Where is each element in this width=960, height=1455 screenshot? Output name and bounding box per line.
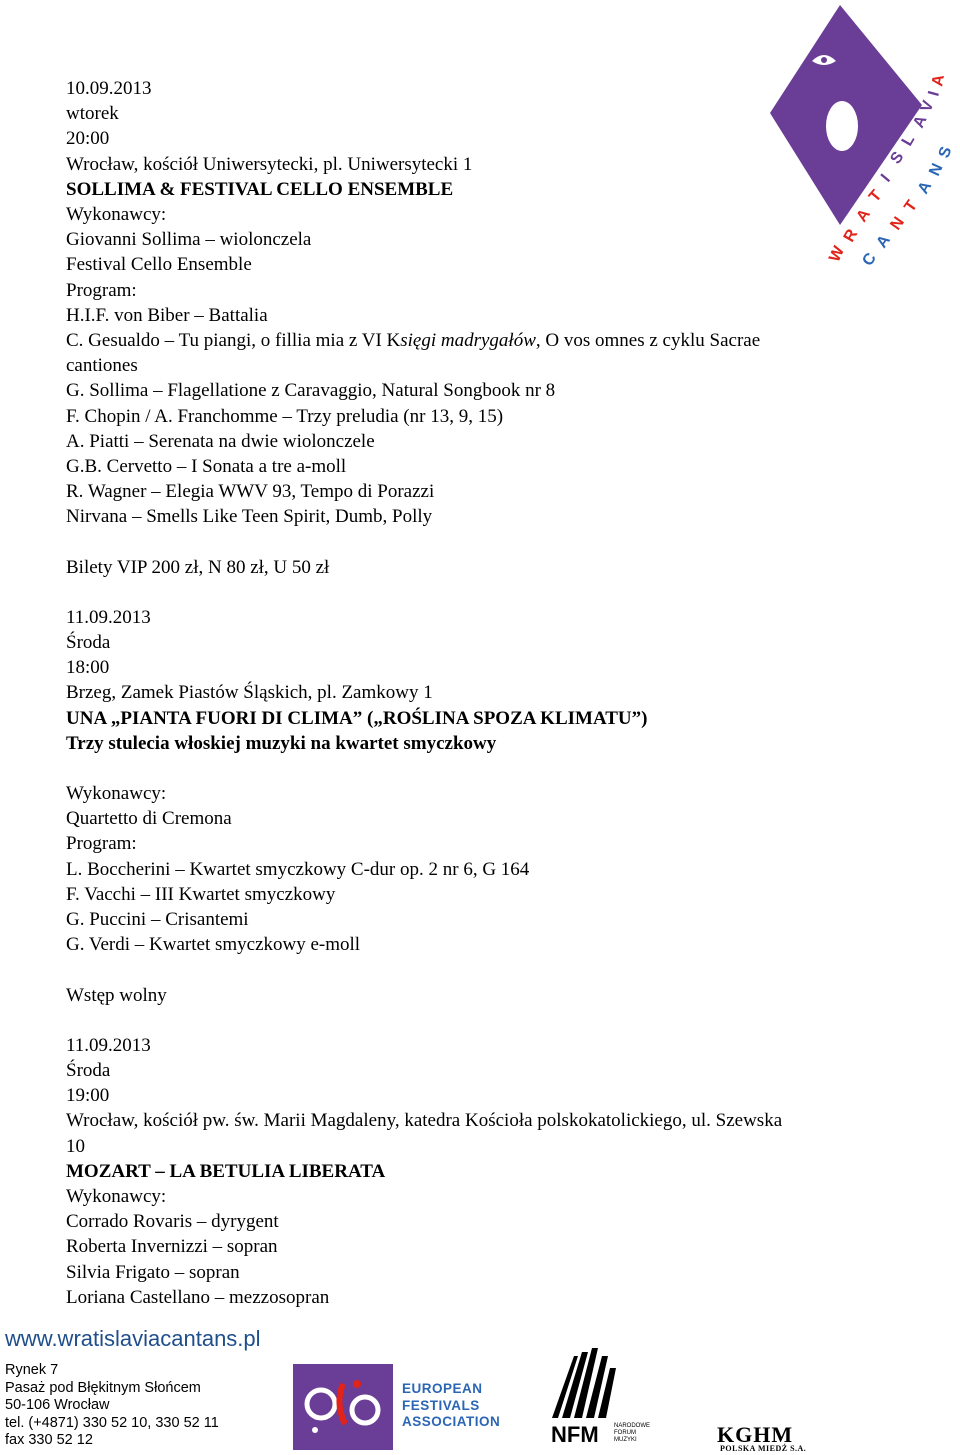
efa-line: EUROPEAN [402, 1381, 483, 1396]
svg-text:I: I [925, 89, 944, 99]
svg-text:I: I [878, 171, 894, 186]
program-item: F. Chopin / A. Franchomme – Trzy preludia (nr 13, 9, 15) [66, 405, 504, 427]
program-item: G. Puccini – Crisantemi [66, 909, 249, 931]
svg-text:A: A [929, 73, 948, 88]
wratislavia-cantans-logo [770, 5, 960, 280]
event-title: MOZART – LA BETULIA LIBERATA [66, 1160, 386, 1182]
nfm-sub-line: FORUM [614, 1430, 636, 1436]
kghm-subtitle: POLSKA MIEDŹ S.A. [720, 1444, 807, 1453]
svg-text:T: T [866, 187, 886, 206]
event-date: 11.09.2013 [66, 606, 151, 628]
svg-text:S: S [887, 148, 908, 168]
event-date: 10.09.2013 [66, 78, 152, 99]
svg-text:A: A [873, 232, 894, 252]
address-line: 50-106 Wrocław [5, 1397, 110, 1413]
performers-label: Wykonawcy: [66, 1185, 167, 1207]
nfm-subtitle [614, 1423, 650, 1444]
efa-logo-icon [293, 1364, 393, 1450]
contact-address [5, 1362, 219, 1450]
svg-text:N: N [887, 214, 908, 234]
event-venue: Wrocław, kościół Uniwersytecki, pl. Uniwersytecki 1 [66, 153, 473, 175]
tickets: Bilety VIP 200 zł, N 80 zł, U 50 zł [66, 556, 330, 578]
event-time: 20:00 [66, 128, 110, 150]
tickets: Wstęp wolny [66, 984, 167, 1006]
svg-text:V: V [917, 98, 938, 115]
svg-text:W: W [826, 243, 849, 265]
event-date: 11.09.2013 [66, 1034, 151, 1056]
address-line: Pasaż pod Błękitnym Słońcem [5, 1379, 201, 1396]
nfm-sub-line: NARODOWE [614, 1423, 650, 1429]
fax-line: fax 330 52 12 [5, 1432, 93, 1448]
event-venue: Brzeg, Zamek Piastów Śląskich, pl. Zamkowy 1 [66, 682, 433, 704]
svg-text:L: L [898, 132, 919, 149]
nfm-logo-icon [544, 1348, 624, 1420]
event-day: wtorek [66, 103, 119, 125]
program-item: R. Wagner – Elegia WWV 93, Tempo di Porazzi [66, 481, 435, 503]
event-subtitle: Trzy stulecia włoskiej muzyki na kwartet smyczkowy [66, 732, 497, 754]
performer: Roberta Invernizzi – sopran [66, 1236, 278, 1258]
event-title: UNA „PIANTA FUORI DI CLIMA” („ROŚLINA SPOZA KLIMATU”) [66, 707, 648, 729]
program-item: Nirvana – Smells Like Teen Spirit, Dumb, Polly [66, 506, 433, 528]
performer: Festival Cello Ensemble [66, 254, 252, 276]
efa-line: FESTIVALS [402, 1397, 480, 1413]
program-item: L. Boccherini – Kwartet smyczkowy C-dur op. 2 nr 6, G 164 [66, 858, 530, 880]
event-venue-continued: 10 [66, 1135, 85, 1157]
event-day: Środa [66, 632, 111, 654]
program-item: G.B. Cervetto – I Sonata a tre a-moll [66, 456, 347, 478]
program-italic-text: sięgi madrygałów [400, 330, 536, 352]
svg-text:A: A [914, 178, 936, 197]
nfm-sub-line: MUZYKI [614, 1437, 637, 1443]
address-line: Rynek 7 [5, 1362, 59, 1378]
performer: Quartetto di Cremona [66, 808, 232, 830]
event-venue: Wrocław, kościół pw. św. Marii Magdaleny, katedra Kościoła polskokatolickiego, ul. Szewska [66, 1110, 783, 1132]
program-item [66, 328, 906, 353]
performer: Giovanni Sollima – wiolonczela [66, 229, 312, 251]
performer: Corrado Rovaris – dyrygent [66, 1211, 279, 1233]
program-item: F. Vacchi – III Kwartet smyczkowy [66, 883, 336, 905]
program-label: Program: [66, 833, 137, 855]
performer: Silvia Frigato – sopran [66, 1261, 240, 1283]
svg-text:C: C [859, 250, 880, 270]
website-link[interactable]: www.wratislaviacantans.pl [5, 1326, 261, 1351]
svg-text:N: N [926, 161, 947, 179]
program-label: Program: [66, 279, 137, 301]
program-item: G. Sollima – Flagellatione z Caravaggio, Natural Songbook nr 8 [66, 380, 556, 402]
event-day: Środa [66, 1059, 111, 1081]
performers-label: Wykonawcy: [66, 204, 167, 226]
program-text: C. Gesualdo – Tu piangi, o fillia mia z VI K [66, 330, 401, 352]
performers-label: Wykonawcy: [66, 783, 167, 805]
svg-text:T: T [901, 197, 921, 216]
phone-line: tel. (+4871) 330 52 10, 330 52 11 [5, 1414, 219, 1431]
event-title: SOLLIMA & FESTIVAL CELLO ENSEMBLE [66, 178, 454, 200]
kghm-logo: KGHM [717, 1422, 794, 1447]
program-item: H.I.F. von Biber – Battalia [66, 304, 268, 326]
performer: Loriana Castellano – mezzosopran [66, 1286, 330, 1308]
event-time: 18:00 [66, 657, 110, 679]
program-item: A. Piatti – Serenata na dwie wiolonczele [66, 430, 375, 452]
svg-text:A: A [910, 113, 931, 131]
program-text: , O vos omnes z cyklu Sacrae [535, 330, 761, 352]
efa-name [402, 1381, 500, 1431]
footer [0, 1318, 960, 1455]
svg-text:R: R [840, 226, 862, 245]
svg-text:S: S [935, 144, 956, 161]
program-item: G. Verdi – Kwartet smyczkowy e-moll [66, 934, 361, 956]
event-time: 19:00 [66, 1085, 110, 1107]
efa-line: ASSOCIATION [402, 1414, 501, 1429]
nfm-name: NFM [551, 1422, 599, 1447]
logo-eye-oval [826, 101, 858, 151]
svg-text:A: A [853, 206, 874, 226]
program-item-continued: cantiones [66, 355, 138, 377]
